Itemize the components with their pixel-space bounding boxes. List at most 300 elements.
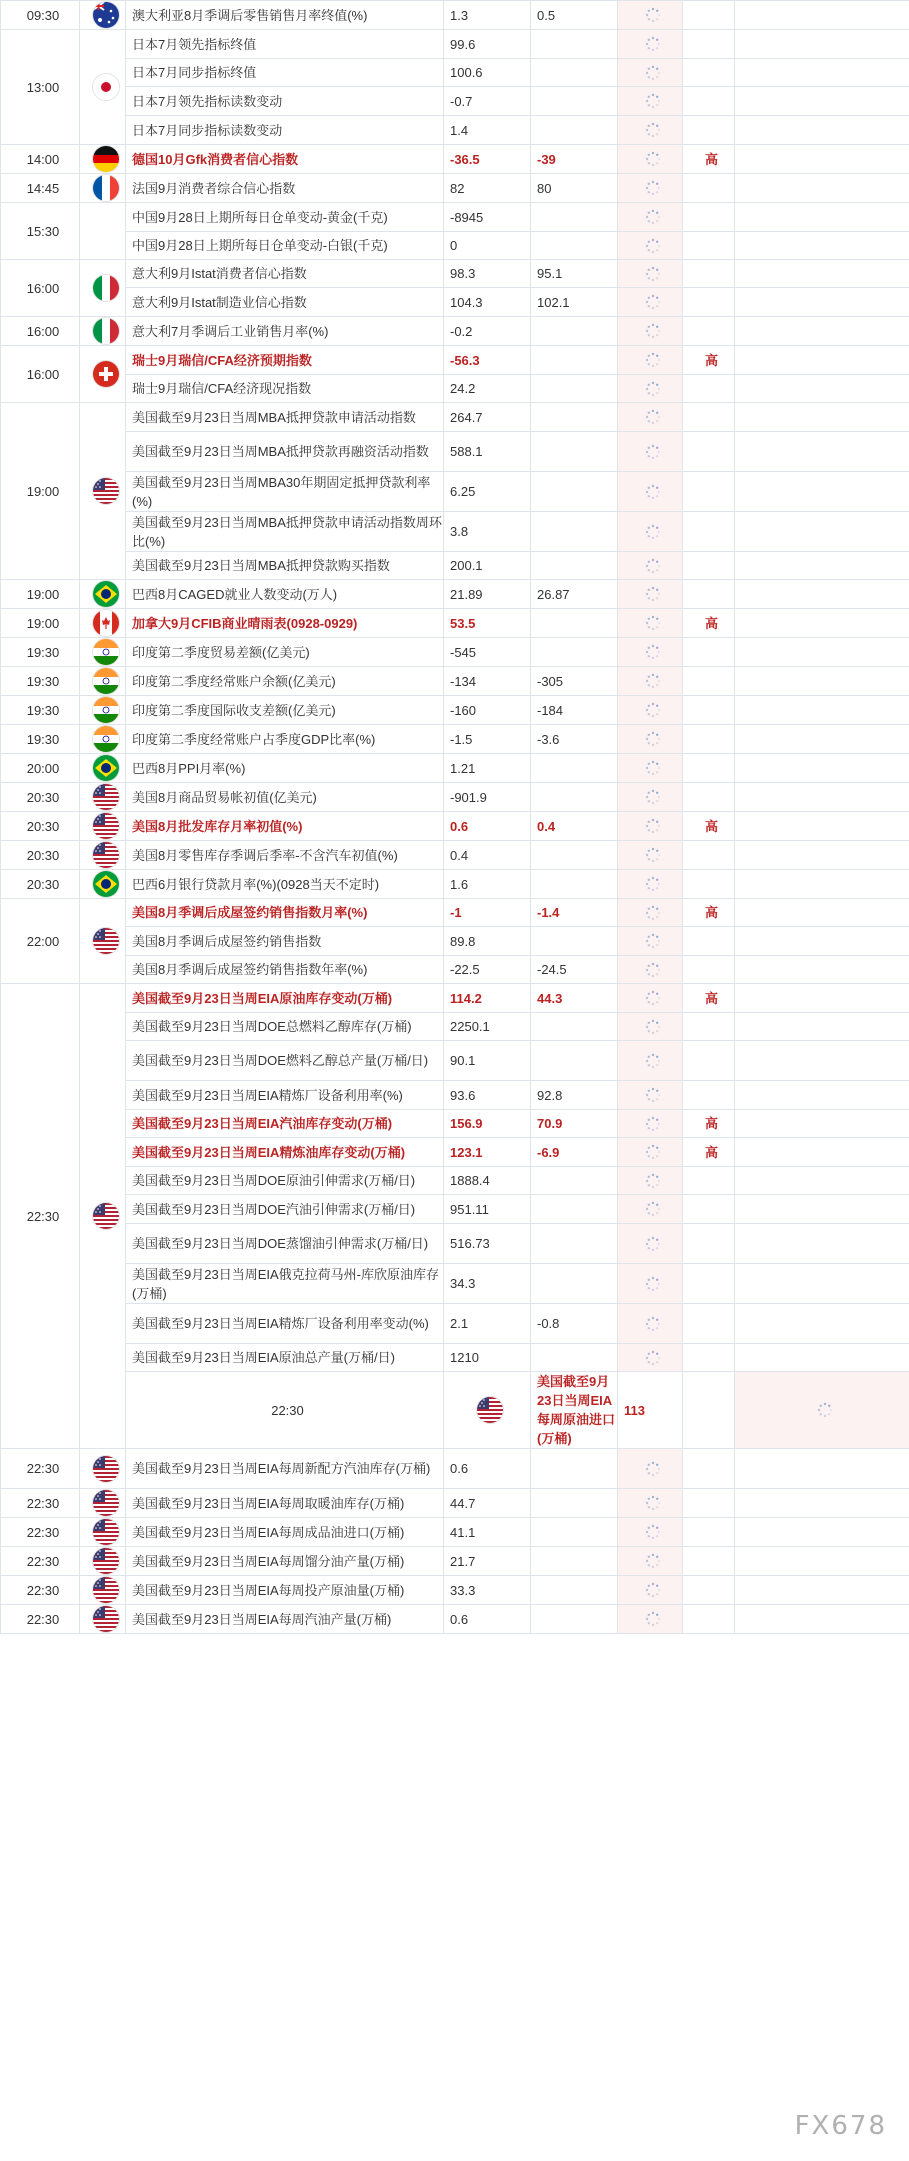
empty-cell: [735, 317, 909, 346]
indicator-name[interactable]: 美国截至9月23日当周EIA精炼厂设备利用率变动(%): [126, 1304, 444, 1344]
loading-cell: [618, 783, 683, 812]
loading-cell: [618, 1138, 683, 1167]
country-flag-cell: [80, 317, 126, 346]
usa-flag-icon: [92, 1605, 120, 1633]
indicator-name[interactable]: 美国截至9月23日当周EIA每周取暖油库存(万桶): [126, 1489, 444, 1518]
forecast-value: [531, 1547, 618, 1576]
importance-badge: 高: [683, 609, 735, 638]
indicator-name[interactable]: 美国截至9月23日当周EIA原油库存变动(万桶): [126, 984, 444, 1013]
forecast-value: [531, 1224, 618, 1264]
indicator-name[interactable]: 德国10月Gfk消费者信心指数: [126, 145, 444, 174]
previous-value: 1.3: [444, 1, 531, 30]
indicator-name[interactable]: 瑞士9月瑞信/CFA经济现况指数: [126, 375, 444, 403]
importance-badge: [683, 1224, 735, 1264]
indicator-name[interactable]: 美国截至9月23日当周DOE总燃料乙醇库存(万桶): [126, 1013, 444, 1041]
calendar-row: [1, 1110, 909, 1138]
calendar-row: [1, 580, 909, 609]
country-flag-cell: [80, 580, 126, 609]
indicator-name[interactable]: 美国8月零售库存季调后季率-不含汽车初值(%): [126, 841, 444, 870]
indicator-name[interactable]: 美国截至9月23日当周EIA精炼油库存变动(万桶): [126, 1138, 444, 1167]
loading-cell: [618, 116, 683, 145]
forecast-value: -184: [531, 696, 618, 725]
loading-cell: [618, 754, 683, 783]
previous-value: 93.6: [444, 1081, 531, 1110]
importance-badge: [683, 116, 735, 145]
indicator-name[interactable]: 日本7月同步指标读数变动: [126, 116, 444, 145]
previous-value: 100.6: [444, 59, 531, 87]
importance-badge: [683, 1, 735, 30]
indicator-name[interactable]: 美国截至9月23日当周MBA30年期固定抵押贷款利率(%): [126, 472, 444, 512]
loading-spinner-icon: [644, 558, 662, 572]
importance-badge: [683, 1167, 735, 1195]
loading-cell: [618, 1167, 683, 1195]
importance-badge: [683, 59, 735, 87]
calendar-row: [1, 956, 909, 984]
forecast-value: -1.4: [531, 899, 618, 927]
loading-spinner-icon: [644, 444, 662, 458]
importance-badge: [683, 288, 735, 317]
forecast-value: -3.6: [531, 725, 618, 754]
indicator-name[interactable]: 美国截至9月23日当周EIA原油总产量(万桶/日): [126, 1344, 444, 1372]
switzerland-flag-icon: [92, 360, 120, 388]
country-flag-cell: [80, 725, 126, 754]
country-flag-cell: [80, 812, 126, 841]
india-flag-icon: [92, 667, 120, 695]
indicator-name[interactable]: 日本7月领先指标读数变动: [126, 87, 444, 116]
forecast-value: -305: [531, 667, 618, 696]
loading-spinner-icon: [644, 790, 662, 804]
country-flag-cell: [80, 1518, 126, 1547]
forecast-value: [531, 870, 618, 899]
country-flag-cell: [80, 1449, 126, 1489]
indicator-name[interactable]: 印度第二季度贸易差额(亿美元): [126, 638, 444, 667]
indicator-name[interactable]: 美国截至9月23日当周EIA每周投产原油量(万桶): [126, 1576, 444, 1605]
importance-badge: [683, 783, 735, 812]
japan-flag-icon: [92, 73, 120, 101]
loading-spinner-icon: [644, 761, 662, 775]
loading-cell: [618, 1224, 683, 1264]
indicator-name[interactable]: 美国截至9月23日当周DOE蒸馏油引伸需求(万桶/日): [126, 1224, 444, 1264]
empty-cell: [735, 927, 909, 956]
event-time: 20:30: [1, 841, 80, 870]
event-time: 09:30: [1, 1, 80, 30]
brazil-flag-icon: [92, 754, 120, 782]
previous-value: 98.3: [444, 260, 531, 288]
indicator-name[interactable]: 美国截至9月23日当周EIA俄克拉荷马州-库欣原油库存(万桶): [126, 1264, 444, 1304]
calendar-row: [1, 1081, 909, 1110]
loading-cell: [618, 725, 683, 754]
forecast-value: [531, 927, 618, 956]
previous-value: 34.3: [444, 1264, 531, 1304]
loading-cell: [618, 472, 683, 512]
indicator-name[interactable]: 印度第二季度经常账户占季度GDP比率(%): [126, 725, 444, 754]
importance-badge: [683, 232, 735, 260]
loading-cell: [618, 203, 683, 232]
indicator-name[interactable]: 美国截至9月23日当周EIA每周原油进口(万桶): [531, 1372, 618, 1449]
country-flag-cell: [80, 30, 126, 145]
indicator-name[interactable]: 意大利9月Istat消费者信心指数: [126, 260, 444, 288]
importance-badge: 高: [683, 899, 735, 927]
india-flag-icon: [92, 638, 120, 666]
previous-value: 89.8: [444, 927, 531, 956]
loading-spinner-icon: [644, 1088, 662, 1102]
importance-badge: [683, 1605, 735, 1634]
event-time: 16:00: [1, 346, 80, 403]
indicator-name[interactable]: 美国截至9月23日当周EIA每周新配方汽油库存(万桶): [126, 1449, 444, 1489]
calendar-row: [1, 346, 909, 375]
loading-spinner-icon: [644, 152, 662, 166]
country-flag-cell: [80, 1605, 126, 1634]
loading-cell: [618, 87, 683, 116]
loading-cell: [618, 667, 683, 696]
calendar-row: [1, 899, 909, 927]
event-time: 13:00: [1, 30, 80, 145]
loading-spinner-icon: [644, 962, 662, 976]
country-flag-cell: [80, 638, 126, 667]
previous-value: 113: [618, 1372, 683, 1449]
calendar-row: [1, 1518, 909, 1547]
loading-cell: [618, 580, 683, 609]
empty-cell: [735, 725, 909, 754]
previous-value: 951.11: [444, 1195, 531, 1224]
usa-flag-icon: [92, 1518, 120, 1546]
indicator-name[interactable]: 美国8月季调后成屋签约销售指数年率(%): [126, 956, 444, 984]
empty-cell: [735, 1110, 909, 1138]
loading-cell: [618, 870, 683, 899]
country-flag-cell: [80, 203, 126, 260]
forecast-value: [531, 346, 618, 375]
previous-value: -1.5: [444, 725, 531, 754]
indicator-name[interactable]: 美国截至9月23日当周EIA每周成品油进口(万桶): [126, 1518, 444, 1547]
event-time: 20:30: [1, 870, 80, 899]
event-time: 22:30: [1, 1449, 80, 1489]
previous-value: 21.89: [444, 580, 531, 609]
calendar-row: [1, 1167, 909, 1195]
forecast-value: [531, 232, 618, 260]
empty-cell: [735, 174, 909, 203]
empty-cell: [735, 870, 909, 899]
forecast-value: 0.5: [531, 1, 618, 30]
loading-cell: [618, 59, 683, 87]
forecast-value: [531, 317, 618, 346]
indicator-name[interactable]: 瑞士9月瑞信/CFA经济预期指数: [126, 346, 444, 375]
importance-badge: [683, 696, 735, 725]
loading-cell: [618, 1195, 683, 1224]
loading-cell: [618, 30, 683, 59]
importance-badge: [683, 375, 735, 403]
indicator-name[interactable]: 美国截至9月23日当周EIA每周汽油产量(万桶): [126, 1605, 444, 1634]
loading-spinner-icon: [644, 1316, 662, 1330]
calendar-row: [1, 1264, 909, 1304]
previous-value: 6.25: [444, 472, 531, 512]
calendar-row: [1, 1344, 909, 1372]
empty-cell: [735, 552, 909, 580]
indicator-name[interactable]: 中国9月28日上期所每日仓单变动-黄金(千克): [126, 203, 444, 232]
forecast-value: [531, 116, 618, 145]
calendar-row: [1, 1224, 909, 1264]
usa-flag-icon: [476, 1396, 504, 1424]
loading-spinner-icon: [644, 703, 662, 717]
india-flag-icon: [92, 725, 120, 753]
calendar-row: [1, 203, 909, 232]
empty-cell: [735, 260, 909, 288]
previous-value: -901.9: [444, 783, 531, 812]
loading-cell: [618, 1304, 683, 1344]
loading-spinner-icon: [644, 877, 662, 891]
forecast-value: [531, 87, 618, 116]
indicator-name[interactable]: 美国8月季调后成屋签约销售指数: [126, 927, 444, 956]
event-time: 22:30: [1, 1547, 80, 1576]
loading-cell: [618, 403, 683, 432]
empty-cell: [735, 403, 909, 432]
empty-cell: [735, 1041, 909, 1081]
loading-spinner-icon: [644, 1236, 662, 1250]
previous-value: 90.1: [444, 1041, 531, 1081]
empty-cell: [735, 288, 909, 317]
calendar-row: [1, 232, 909, 260]
event-time: 22:30: [1, 1489, 80, 1518]
loading-spinner-icon: [644, 295, 662, 309]
importance-badge: 高: [683, 812, 735, 841]
event-time: 16:00: [1, 260, 80, 317]
loading-cell: [735, 1372, 909, 1449]
indicator-name[interactable]: 美国截至9月23日当周MBA抵押贷款再融资活动指数: [126, 432, 444, 472]
indicator-name[interactable]: 巴西8月PPI月率(%): [126, 754, 444, 783]
forecast-value: [531, 1167, 618, 1195]
country-flag-cell: [80, 346, 126, 403]
country-flag-cell: [80, 841, 126, 870]
loading-cell: [618, 956, 683, 984]
forecast-value: [531, 403, 618, 432]
loading-spinner-icon: [644, 991, 662, 1005]
indicator-name[interactable]: 美国截至9月23日当周EIA汽油库存变动(万桶): [126, 1110, 444, 1138]
previous-value: 1210: [444, 1344, 531, 1372]
calendar-row: [1, 145, 909, 174]
forecast-value: -0.8: [531, 1304, 618, 1344]
country-flag-cell: [80, 403, 126, 580]
previous-value: 44.7: [444, 1489, 531, 1518]
indicator-name[interactable]: 美国截至9月23日当周MBA抵押贷款申请活动指数: [126, 403, 444, 432]
forecast-value: [531, 638, 618, 667]
loading-spinner-icon: [816, 1403, 834, 1417]
calendar-row: [1, 667, 909, 696]
event-time: 19:00: [1, 609, 80, 638]
empty-cell: [735, 1489, 909, 1518]
previous-value: 1.6: [444, 870, 531, 899]
country-flag-cell: [80, 1547, 126, 1576]
empty-cell: [735, 1167, 909, 1195]
loading-spinner-icon: [644, 1276, 662, 1290]
importance-badge: [683, 1344, 735, 1372]
indicator-name[interactable]: 美国截至9月23日当周DOE燃料乙醇总产量(万桶/日): [126, 1041, 444, 1081]
previous-value: 1.4: [444, 116, 531, 145]
event-time: 14:00: [1, 145, 80, 174]
country-flag-cell: [80, 870, 126, 899]
importance-badge: [683, 552, 735, 580]
calendar-row: [1, 59, 909, 87]
loading-cell: [618, 317, 683, 346]
forecast-value: 95.1: [531, 260, 618, 288]
country-flag-cell: [80, 1, 126, 30]
calendar-row: [1, 1576, 909, 1605]
calendar-row: [1, 552, 909, 580]
indicator-name[interactable]: 美国截至9月23日当周DOE原油引伸需求(万桶/日): [126, 1167, 444, 1195]
calendar-row: [1, 783, 909, 812]
importance-badge: [683, 956, 735, 984]
previous-value: -545: [444, 638, 531, 667]
calendar-row: [1, 30, 909, 59]
indicator-name[interactable]: 美国8月商品贸易帐初值(亿美元): [126, 783, 444, 812]
importance-badge: [683, 260, 735, 288]
previous-value: 156.9: [444, 1110, 531, 1138]
event-time: 20:30: [1, 812, 80, 841]
empty-cell: [735, 346, 909, 375]
forecast-value: [531, 1449, 618, 1489]
importance-badge: [683, 1576, 735, 1605]
loading-spinner-icon: [644, 324, 662, 338]
loading-spinner-icon: [644, 1350, 662, 1364]
indicator-name[interactable]: 中国9月28日上期所每日仓单变动-白银(千克): [126, 232, 444, 260]
loading-cell: [618, 984, 683, 1013]
indicator-name[interactable]: 意大利9月Istat制造业信心指数: [126, 288, 444, 317]
loading-spinner-icon: [644, 484, 662, 498]
previous-value: -36.5: [444, 145, 531, 174]
forecast-value: [531, 512, 618, 552]
importance-badge: 高: [683, 1138, 735, 1167]
loading-spinner-icon: [644, 934, 662, 948]
previous-value: 1.21: [444, 754, 531, 783]
previous-value: -0.7: [444, 87, 531, 116]
empty-cell: [735, 812, 909, 841]
empty-cell: [735, 375, 909, 403]
empty-cell: [735, 783, 909, 812]
empty-cell: [735, 638, 909, 667]
indicator-name[interactable]: 美国截至9月23日当周DOE汽油引伸需求(万桶/日): [126, 1195, 444, 1224]
calendar-row: [1, 260, 909, 288]
forecast-value: [531, 552, 618, 580]
empty-cell: [735, 754, 909, 783]
loading-spinner-icon: [644, 65, 662, 79]
calendar-row: [1, 1, 909, 30]
previous-value: 53.5: [444, 609, 531, 638]
calendar-row: [1, 870, 909, 899]
loading-cell: [618, 1041, 683, 1081]
loading-spinner-icon: [644, 123, 662, 137]
indicator-name[interactable]: 意大利7月季调后工业销售月率(%): [126, 317, 444, 346]
loading-cell: [618, 609, 683, 638]
indicator-name[interactable]: 日本7月领先指标终值: [126, 30, 444, 59]
australia-flag-icon: [92, 1, 120, 29]
loading-spinner-icon: [644, 587, 662, 601]
previous-value: -56.3: [444, 346, 531, 375]
forecast-value: [531, 1041, 618, 1081]
loading-spinner-icon: [644, 732, 662, 746]
loading-cell: [618, 1489, 683, 1518]
indicator-name[interactable]: 美国8月季调后成屋签约销售指数月率(%): [126, 899, 444, 927]
forecast-value: [531, 609, 618, 638]
previous-value: -134: [444, 667, 531, 696]
usa-flag-icon: [92, 783, 120, 811]
previous-value: 123.1: [444, 1138, 531, 1167]
previous-value: -1: [444, 899, 531, 927]
loading-spinner-icon: [644, 616, 662, 630]
importance-badge: [683, 87, 735, 116]
event-time: 19:00: [1, 580, 80, 609]
previous-value: 82: [444, 174, 531, 203]
loading-spinner-icon: [644, 1612, 662, 1626]
loading-spinner-icon: [644, 1019, 662, 1033]
indicator-name[interactable]: 加拿大9月CFIB商业晴雨表(0928-0929): [126, 609, 444, 638]
previous-value: 516.73: [444, 1224, 531, 1264]
indicator-name[interactable]: 美国截至9月23日当周MBA抵押贷款购买指数: [126, 552, 444, 580]
forecast-value: [531, 30, 618, 59]
usa-flag-icon: [92, 1455, 120, 1483]
indicator-name[interactable]: 澳大利亚8月季调后零售销售月率终值(%): [126, 1, 444, 30]
loading-cell: [618, 841, 683, 870]
loading-cell: [618, 375, 683, 403]
indicator-name[interactable]: 巴西8月CAGED就业人数变动(万人): [126, 580, 444, 609]
previous-value: 41.1: [444, 1518, 531, 1547]
forecast-value: [531, 375, 618, 403]
calendar-row: [1, 1195, 909, 1224]
event-time: 22:30: [1, 1518, 80, 1547]
loading-cell: [618, 1576, 683, 1605]
loading-spinner-icon: [644, 94, 662, 108]
indicator-name[interactable]: 巴西6月银行贷款月率(%)(0928当天不定时): [126, 870, 444, 899]
indicator-name[interactable]: 日本7月同步指标终值: [126, 59, 444, 87]
watermark: FX678: [794, 2111, 887, 2141]
loading-cell: [618, 512, 683, 552]
loading-cell: [618, 1110, 683, 1138]
forecast-value: [683, 1372, 735, 1449]
indicator-name[interactable]: 美国截至9月23日当周EIA精炼厂设备利用率(%): [126, 1081, 444, 1110]
loading-spinner-icon: [644, 353, 662, 367]
indicator-name[interactable]: 美国截至9月23日当周EIA每周馏分油产量(万桶): [126, 1547, 444, 1576]
canada-flag-icon: [92, 609, 120, 637]
loading-spinner-icon: [644, 381, 662, 395]
event-time: 19:30: [1, 667, 80, 696]
indicator-name[interactable]: 美国截至9月23日当周MBA抵押贷款申请活动指数周环比(%): [126, 512, 444, 552]
empty-cell: [735, 1081, 909, 1110]
loading-cell: [618, 1081, 683, 1110]
empty-cell: [735, 841, 909, 870]
importance-badge: [683, 667, 735, 696]
calendar-row: [1, 288, 909, 317]
importance-badge: [683, 1518, 735, 1547]
usa-flag-icon: [92, 1202, 120, 1230]
calendar-row: [1, 1013, 909, 1041]
indicator-name[interactable]: 印度第二季度国际收支差额(亿美元): [126, 696, 444, 725]
empty-cell: [735, 667, 909, 696]
italy-flag-icon: [92, 317, 120, 345]
forecast-value: [531, 1489, 618, 1518]
indicator-name[interactable]: 法国9月消费者综合信心指数: [126, 174, 444, 203]
empty-cell: [735, 1518, 909, 1547]
loading-spinner-icon: [644, 645, 662, 659]
previous-value: -160: [444, 696, 531, 725]
italy-flag-icon: [92, 274, 120, 302]
importance-badge: 高: [683, 984, 735, 1013]
indicator-name[interactable]: 美国8月批发库存月率初值(%): [126, 812, 444, 841]
forecast-value: 26.87: [531, 580, 618, 609]
country-flag-cell: [80, 174, 126, 203]
indicator-name[interactable]: 印度第二季度经常账户余额(亿美元): [126, 667, 444, 696]
previous-value: 588.1: [444, 432, 531, 472]
importance-badge: [683, 754, 735, 783]
loading-spinner-icon: [644, 819, 662, 833]
loading-cell: [618, 638, 683, 667]
empty-cell: [735, 512, 909, 552]
